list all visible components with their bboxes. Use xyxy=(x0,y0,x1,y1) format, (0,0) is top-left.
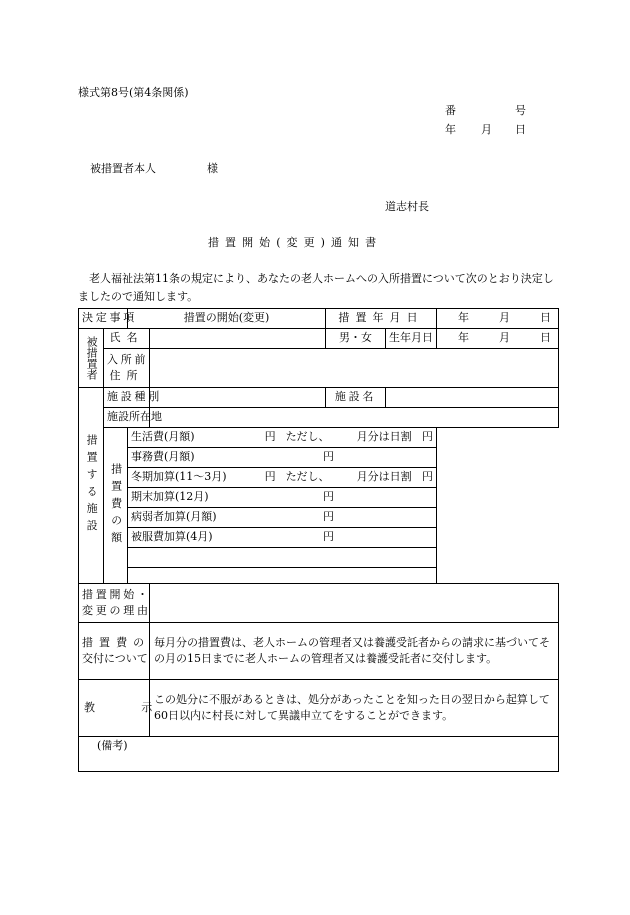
reason-row xyxy=(79,584,559,623)
form-number: 様式第8号(第4条関係) xyxy=(78,86,189,99)
number-label: 番 xyxy=(445,104,456,117)
fee-label: 措置費の額 xyxy=(104,428,128,584)
fee-yen: 円 xyxy=(323,510,334,524)
person-name-row xyxy=(79,329,559,349)
payment-label-line-1: 措置費の xyxy=(82,636,151,650)
facility-label: 措置する施設 xyxy=(79,388,104,584)
instruction-label: 教示 xyxy=(84,700,199,714)
address-label-line-2: 住所 xyxy=(109,369,144,382)
fee-name: 被服費加算(4月) xyxy=(131,530,213,544)
fee-cell xyxy=(128,468,437,488)
name-label: 氏名 xyxy=(104,329,150,349)
reason-label-line-1 xyxy=(82,587,151,603)
facility-address-row xyxy=(79,408,559,428)
facility-type-value xyxy=(150,388,326,408)
reason-value xyxy=(150,584,559,623)
sex-choice: 男・女 xyxy=(326,329,386,349)
facility-address-value xyxy=(150,408,559,428)
decision-year: 年 xyxy=(458,311,470,325)
fee-row-spacer xyxy=(79,568,559,584)
fee-cell xyxy=(128,508,437,528)
remarks-cell xyxy=(79,737,559,772)
fee-yen: 円 xyxy=(323,450,334,464)
fee-row xyxy=(79,528,559,548)
fee-daily-note: 月分は日割 xyxy=(356,430,412,444)
facility-name-label: 施設名 xyxy=(326,388,386,408)
fee-cell-blank xyxy=(128,548,437,568)
decision-month: 月 xyxy=(499,311,511,325)
fee-however: ただし、 xyxy=(285,430,330,444)
fee-row-blank xyxy=(79,548,559,568)
birth-label: 生年月日 xyxy=(386,329,437,349)
date-day: 日 xyxy=(515,123,526,136)
number-suffix: 号 xyxy=(515,104,526,117)
person-address-row xyxy=(79,349,559,388)
sender: 道志村長 xyxy=(385,200,429,213)
fee-yen: 円 xyxy=(264,430,276,444)
fee-cell xyxy=(128,448,437,468)
fee-row xyxy=(79,508,559,528)
payment-label-line-2: 交付について xyxy=(82,652,148,665)
remarks-row xyxy=(79,737,559,772)
fee-name: 病弱者加算(月額) xyxy=(131,510,217,524)
fee-yen: 円 xyxy=(264,470,276,484)
reason-label-line-2: 変更の理由 xyxy=(82,604,151,617)
decision-item-label: 決定事項 xyxy=(79,309,128,329)
fee-cell xyxy=(128,488,437,508)
fee-cell xyxy=(128,528,437,548)
fee-name: 期末加算(12月) xyxy=(131,490,209,504)
fee-cell xyxy=(128,428,437,448)
fee-row xyxy=(79,488,559,508)
instruction-text: この処分に不服があるときは、処分があったことを知った日の翌日から起算して60日以内に村長に対して異議申立てをすることができます。 xyxy=(150,680,559,737)
reason-label-text-1: 措置開始・ xyxy=(82,588,151,602)
decision-date-label: 措置年月日 xyxy=(326,309,437,329)
recipient-honorific: 様 xyxy=(207,162,218,175)
fee-name: 冬期加算(11〜3月) xyxy=(131,470,227,484)
person-label: 被措置者 xyxy=(79,329,104,388)
fee-yen: 円 xyxy=(323,530,334,544)
payment-text: 毎月分の措置費は、老人ホームの管理者又は養護受託者からの請求に基づいてその月の15日までに老人ホームの管理者又は養護受託者に交付します。 xyxy=(150,623,559,680)
birth-day: 日 xyxy=(540,331,552,345)
facility-type-row xyxy=(79,388,559,408)
decision-row xyxy=(79,309,559,329)
intro-text: 老人福祉法第11条の規定により、あなたの老人ホームへの入所措置について次のとおり決定しましたので通知します。 xyxy=(78,272,554,304)
date-year: 年 xyxy=(445,123,456,136)
facility-address-label: 施設所在地 xyxy=(104,408,150,428)
payment-label xyxy=(79,623,150,680)
fee-however: ただし、 xyxy=(285,470,330,484)
date-month: 月 xyxy=(481,123,492,136)
fee-row xyxy=(79,428,559,448)
fee-daily-yen: 円 xyxy=(422,470,434,484)
address-label-line-1: 入所前 xyxy=(107,353,149,367)
form-table xyxy=(78,308,559,772)
fee-name: 事務費(月額) xyxy=(131,450,195,464)
reason-label xyxy=(79,584,150,623)
decision-value: 措置の開始(変更) xyxy=(128,309,326,329)
fee-daily-note: 月分は日割 xyxy=(356,470,412,484)
fee-name: 生活費(月額) xyxy=(131,430,195,444)
fee-yen: 円 xyxy=(323,490,334,504)
address-label xyxy=(104,349,150,388)
decision-date-cell xyxy=(437,309,559,329)
name-value xyxy=(150,329,326,349)
birth-date-cell xyxy=(437,329,559,349)
instruction-label-cell xyxy=(79,680,199,737)
payment-row xyxy=(79,623,559,680)
instruction-row xyxy=(79,680,559,737)
facility-type-label: 施設種別 xyxy=(104,388,150,408)
decision-day: 日 xyxy=(540,311,552,325)
fee-daily-yen: 円 xyxy=(422,430,434,444)
remarks-label: (備考) xyxy=(97,739,128,752)
recipient-label: 被措置者本人 xyxy=(90,162,156,175)
birth-year: 年 xyxy=(458,331,470,345)
fee-cell-spacer xyxy=(128,568,437,584)
facility-name-value xyxy=(386,388,559,408)
fee-row xyxy=(79,448,559,468)
address-value xyxy=(150,349,559,388)
fee-row xyxy=(79,468,559,488)
birth-month: 月 xyxy=(499,331,511,345)
document-title: 措置開始(変更)通知書 xyxy=(208,236,383,249)
